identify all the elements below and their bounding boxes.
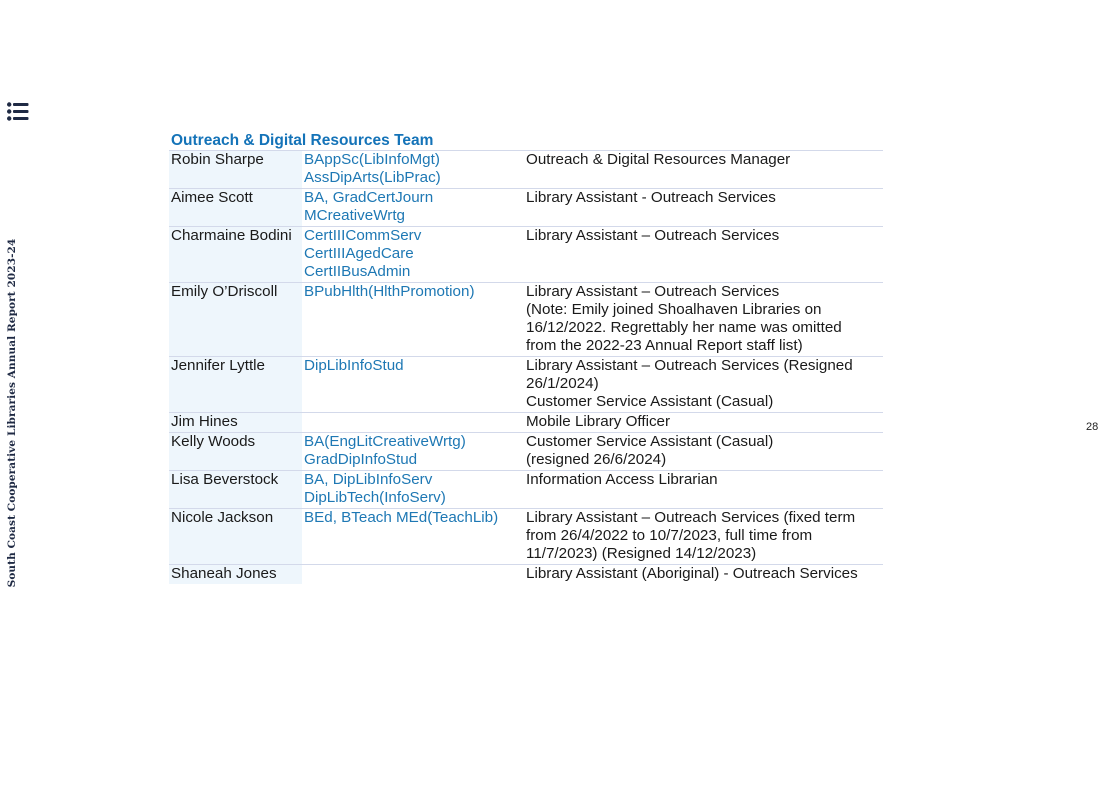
staff-row [169,189,883,227]
qualification: MCreativeWrtg [304,207,405,224]
qualification: GradDipInfoStud [304,451,418,468]
qualification: CertIIICommServ [304,227,422,244]
staff-name: Lisa Beverstock [169,471,302,509]
staff-role [526,413,883,433]
list-icon[interactable] [7,101,29,123]
staff-row [169,227,883,283]
staff-name: Charmaine Bodini [169,227,302,283]
qualification: CertIIIAgedCare [304,245,414,262]
staff-name: Kelly Woods [169,433,302,471]
document-side-title: South Coast Cooperative Libraries Annual Report 2023-24 [6,238,18,588]
staff-name: Aimee Scott [169,189,302,227]
staff-role [526,509,883,565]
role-line: Outreach & Digital Resources Manager [526,151,791,168]
role-line: from 26/4/2022 to 10/7/2023, full time from [526,527,813,544]
qualification: BA, GradCertJourn [304,189,434,206]
staff-qualifications [302,565,526,585]
role-line: Customer Service Assistant (Casual) [526,393,774,410]
staff-table-body [169,131,883,584]
staff-qualifications [302,413,526,433]
staff-row [169,433,883,471]
role-line: from the 2022-23 Annual Report staff list) [526,337,803,354]
role-line: Library Assistant – Outreach Services (Resigned [526,357,853,374]
qualification: BA(EngLitCreativeWrtg) [304,433,466,450]
qualification: DipLibInfoStud [304,357,404,374]
qualification: BAppSc(LibInfoMgt) [304,151,440,168]
qualification: BEd, BTeach MEd(TeachLib) [304,509,499,526]
staff-name: Shaneah Jones [169,565,302,585]
role-line: (Note: Emily joined Shoalhaven Libraries on [526,301,822,318]
role-line: Library Assistant (Aboriginal) - Outreach Services [526,565,858,582]
staff-row [169,413,883,433]
team-heading: Outreach & Digital Resources Team [169,131,883,151]
qualification: AssDipArts(LibPrac) [304,169,441,186]
page-number: 28 [1086,421,1099,433]
staff-role [526,471,883,509]
role-line: 26/1/2024) [526,375,599,392]
staff-name: Emily O’Driscoll [169,283,302,357]
staff-role [526,151,883,189]
role-line: 16/12/2022. Regrettably her name was omitted [526,319,842,336]
role-line: Library Assistant – Outreach Services [526,227,780,244]
staff-table [169,131,883,584]
qualification: BPubHlth(HlthPromotion) [304,283,475,300]
team-heading-row [169,131,883,151]
staff-qualifications [302,509,526,565]
role-line: Library Assistant – Outreach Services (fixed term [526,509,856,526]
list-icon-svg [7,101,29,123]
role-line: Library Assistant – Outreach Services [526,283,780,300]
staff-row [169,471,883,509]
qualification: CertIIBusAdmin [304,263,411,280]
staff-role [526,565,883,585]
staff-qualifications [302,357,526,413]
staff-name: Jennifer Lyttle [169,357,302,413]
qualification: BA, DipLibInfoServ [304,471,433,488]
staff-row [169,357,883,413]
staff-qualifications [302,283,526,357]
staff-role [526,283,883,357]
staff-row [169,283,883,357]
staff-role [526,227,883,283]
qualification: DipLibTech(InfoServ) [304,489,446,506]
staff-name: Jim Hines [169,413,302,433]
staff-role [526,357,883,413]
role-line: Information Access Librarian [526,471,718,488]
staff-name: Robin Sharpe [169,151,302,189]
staff-role [526,189,883,227]
staff-row [169,151,883,189]
staff-role [526,433,883,471]
staff-row [169,565,883,585]
staff-qualifications [302,471,526,509]
role-line: Mobile Library Officer [526,413,671,430]
staff-name: Nicole Jackson [169,509,302,565]
staff-qualifications [302,189,526,227]
staff-qualifications [302,433,526,471]
role-line: Customer Service Assistant (Casual) [526,433,774,450]
role-line: Library Assistant - Outreach Services [526,189,776,206]
role-line: (resigned 26/6/2024) [526,451,667,468]
role-line: 11/7/2023) (Resigned 14/12/2023) [526,545,757,562]
staff-row [169,509,883,565]
staff-qualifications [302,227,526,283]
staff-qualifications [302,151,526,189]
